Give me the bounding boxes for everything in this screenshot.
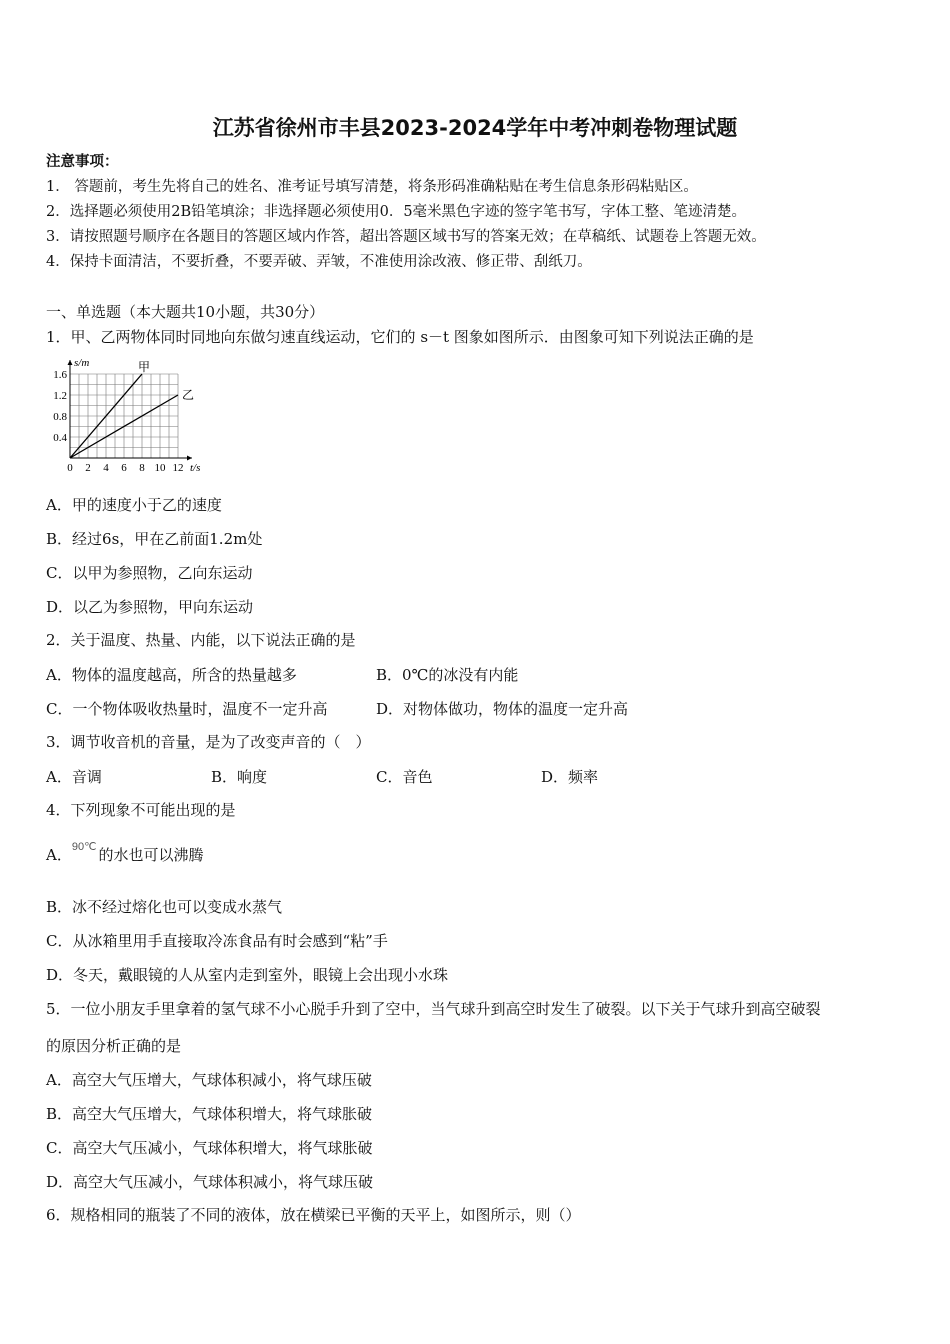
question-3-option[interactable]: C．音色 <box>376 768 433 786</box>
temperature-image: 90℃ <box>71 841 97 853</box>
x-tick-label: 8 <box>139 462 145 474</box>
y-tick-label: 0.4 <box>53 432 67 444</box>
question-5-stem-cont: 的原因分析正确的是 <box>46 1037 182 1055</box>
x-tick-label: 2 <box>85 462 91 474</box>
notice-item: 2．选择题必须使用2B铅笔填涂；非选择题必须使用0．5毫米黑色字迹的签字笔书写，字体工整、笔迹清楚。 <box>46 204 747 220</box>
y-tick-label: 0.8 <box>53 411 67 423</box>
question-4-stem: 4．下列现象不可能出现的是 <box>46 801 236 819</box>
notice-heading: 注意事项： <box>46 153 119 170</box>
series-label: 甲 <box>138 360 151 374</box>
question-1-option[interactable]: C．以甲为参照物，乙向东运动 <box>46 564 253 582</box>
question-5-option[interactable]: B．高空大气压增大，气球体积增大，将气球胀破 <box>46 1105 373 1123</box>
question-1-stem: 1．甲、乙两物体同时同地向东做匀速直线运动，它们的 s－t 图象如图所示．由图象可知下列说法正确的是 <box>46 328 754 346</box>
y-tick-label: 1.6 <box>53 369 67 381</box>
st-graph-chart <box>44 358 224 478</box>
question-5-option[interactable]: C．高空大气压减小，气球体积增大，将气球胀破 <box>46 1139 373 1157</box>
question-2-option[interactable]: D．对物体做功，物体的温度一定升高 <box>376 700 629 718</box>
question-2-stem: 2．关于温度、热量、内能，以下说法正确的是 <box>46 631 356 649</box>
question-1-option[interactable]: A．甲的速度小于乙的速度 <box>46 496 222 514</box>
x-axis-label: t/s <box>190 462 201 474</box>
notice-item: 3．请按照题号顺序在各题目的答题区域内作答，超出答题区域书写的答案无效；在草稿纸、试题卷上答题无效。 <box>46 229 766 245</box>
x-tick-label: 12 <box>172 462 184 474</box>
y-axis-arrow <box>68 360 73 365</box>
series-label: 乙 <box>182 388 195 402</box>
question-3-option[interactable]: D．频率 <box>541 768 599 786</box>
x-tick-label: 0 <box>67 462 73 474</box>
question-2-option[interactable]: C．一个物体吸收热量时，温度不一定升高 <box>46 700 328 718</box>
question-3-stem: 3．调节收音机的音量，是为了改变声音的（ ） <box>46 733 371 751</box>
notice-item: 4．保持卡面清洁，不要折叠，不要弄破、弄皱，不准使用涂改液、修正带、刮纸刀。 <box>46 254 592 270</box>
question-1-option[interactable]: B．经过6s，甲在乙前面1.2m处 <box>46 530 263 548</box>
section-heading: 一、单选题（本大题共10小题，共30分） <box>46 303 325 321</box>
question-4-option[interactable]: C．从冰箱里用手直接取冷冻食品有时会感到“粘”手 <box>46 932 388 950</box>
question-2-option[interactable]: A．物体的温度越高，所含的热量越多 <box>46 666 297 684</box>
question-2-option[interactable]: B．0℃的冰没有内能 <box>376 666 519 684</box>
question-1-option[interactable]: D．以乙为参照物，甲向东运动 <box>46 598 254 616</box>
x-tick-label: 4 <box>103 462 109 474</box>
x-axis-arrow <box>187 456 192 461</box>
question-5-stem: 5．一位小朋友手里拿着的氢气球不小心脱手升到了空中，当气球升到高空时发生了破裂。以下关于气球升到高空破裂 <box>46 1000 821 1018</box>
option-text: 的水也可以沸腾 <box>98 846 204 864</box>
question-5-option[interactable]: D．高空大气压减小，气球体积减小，将气球压破 <box>46 1173 374 1191</box>
question-4-option-a[interactable] <box>46 840 203 865</box>
question-4-option[interactable]: D．冬天，戴眼镜的人从室内走到室外，眼镜上会出现小水珠 <box>46 966 449 984</box>
option-label: A． <box>46 846 72 864</box>
notice-item: 1． 答题前，考生先将自己的姓名、准考证号填写清楚，将条形码准确粘贴在考生信息条形码粘贴区。 <box>46 179 698 195</box>
question-3-option[interactable]: B．响度 <box>211 768 268 786</box>
question-3-option[interactable]: A．音调 <box>46 768 102 786</box>
x-tick-label: 6 <box>121 462 127 474</box>
question-5-option[interactable]: A．高空大气压增大，气球体积减小，将气球压破 <box>46 1071 372 1089</box>
x-tick-label: 10 <box>154 462 166 474</box>
y-axis-label: s/m <box>74 358 90 369</box>
question-6-stem: 6．规格相同的瓶装了不同的液体，放在横梁已平衡的天平上，如图所示，则（） <box>46 1206 581 1224</box>
page-title: 江苏省徐州市丰县2023-2024学年中考冲刺卷物理试题 <box>212 116 738 140</box>
question-4-option[interactable]: B．冰不经过熔化也可以变成水蒸气 <box>46 898 283 916</box>
y-tick-label: 1.2 <box>53 390 67 402</box>
